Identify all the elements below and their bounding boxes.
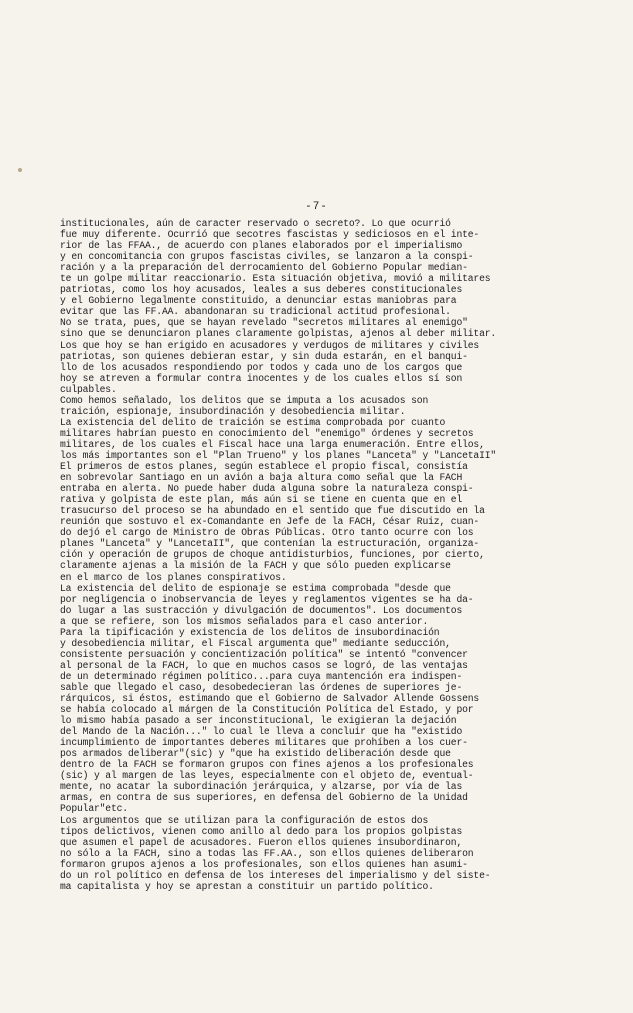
text-line: mente, no acatar la subordinación jerárquica, y alzarse, por vía de las [60,781,463,793]
text-line: pos armados deliberar"(sic) y "que ha existido deliberación desde que [60,748,451,760]
text-line: claramente ajenas a la misión de la FACH y que sólo pueden explicarse [60,560,451,572]
text-line: en el marco de los planes conspirativos. [60,571,287,583]
text-line: patriotas, como los hoy acusados, leales a sus deberes constitucionales [60,284,463,296]
text-line: tipos delictivos, vienen como anillo al dedo para los propios golpistas [60,825,463,837]
paragraph [60,583,615,627]
text-line: que asumen el papel de acusadores. Fueron ellos quienes insubordinaron, [60,836,463,848]
text-line: Popular"etc. [60,803,128,815]
text-line: hoy se atreven a formular contra inocentes y de los cuales ellos sí son [60,372,463,384]
text-line: de un determinado régimen político...para cuya mantención era indispen- [60,670,463,682]
text-line: do lugar a las sustracción y divulgación de documentos". Los documentos [60,604,463,616]
text-line: al personal de la FACH, lo que en muchos casos se logró, de las ventajas [60,659,468,671]
paper-stain [18,168,22,172]
text-line: No se trata, pues, que se hayan revelado "secretos militares al enemigo" [60,317,468,329]
text-line: reunión que sostuvo el ex-Comandante en Jefe de la FACH, César Ruiz, cuan- [60,516,480,528]
text-line: Los argumentos que se utilizan para la configuración de estos dos [60,814,429,826]
text-line: sino que se denunciaron planes claramente golpistas, ajenos al deber militar. [60,328,497,340]
text-line: y en concomitancia con grupos fascistas civiles, se lanzaron a la conspi- [60,251,474,263]
paragraph [60,417,615,583]
paragraph [60,627,615,815]
text-line: militares habrían puesto en conocimiento del "enemigo" órdenes y secretos [60,427,474,439]
text-line: dentro de la FACH se formaron grupos con fines ajenos a los profesionales [60,759,474,771]
text-line: formaron grupos ajenos a los profesionales, son ellos quienes han asumi- [60,858,468,870]
paragraph [60,395,615,417]
text-line: Para la tipificación y existencia de los delitos de insubordinación [60,626,440,638]
text-line: La existencia del delito de traición se estima comprobada por cuanto [60,416,446,428]
text-line: consistente persuación y concientización política" se intentó "convencer [60,648,468,660]
text-line: por negligencia o inobservancia de leyes y reglamentos vigentes se ha da- [60,593,474,605]
text-line: rativa y golpista de este plan, más aún si se tiene en cuenta que en el [60,494,463,506]
text-line: te un golpe militar reaccionario. Esta situación objetiva, movió a militares [60,273,491,285]
text-line: y desobediencia militar, el Fiscal argumenta que" mediante seducción, [60,637,451,649]
text-line: ción y operación de grupos de choque antidisturbios, funciones, por cierto, [60,549,485,561]
text-line: y el Gobierno legalmente constituido, a denunciar estas maniobras para [60,295,457,307]
text-line: rior de las FFAA., de acuerdo con planes elaborados por el imperialismo [60,240,463,252]
text-line: (sic) y al margen de las leyes, especialmente con el objeto de, eventual- [60,770,474,782]
text-line: institucionales, aún de caracter reservado o secreto?. Lo que ocurrió [60,218,451,229]
page-number: -7- [305,201,328,213]
paragraph [60,218,615,395]
text-line: no sólo a la FACH, sino a todas las FF.AA., son ellos quienes deliberaron [60,847,474,859]
text-line: en sobrevolar Santiago en un avión a baja altura como señal que la FACH [60,472,463,484]
text-line: ma capitalista y hoy se aprestan a constituir un partido político. [60,880,434,892]
text-line: Como hemos señalado, los delitos que se imputa a los acusados son [60,394,429,406]
text-line: del Mando de la Nación..." lo cual le lleva a concluir que ha "existido [60,726,463,738]
text-line: los más importantes son el "Plan Trueno" y los planes "Lanceta" y "LancetaII" [60,449,497,461]
text-line: militares, de los cuales el Fiscal hace una larga enumeración. Entre ellos, [60,438,485,450]
text-line: llo de los acusados respondiendo por todos y cada uno de los cargos que [60,361,463,373]
text-line: a que se refiere, son los mismos señalados para el caso anterior. [60,615,429,627]
text-line: La existencia del delito de espionaje se estima comprobada "desde que [60,582,451,594]
text-line: traición, espionaje, insubordinación y desobediencia militar. [60,405,406,417]
text-line: evitar que las FF.AA. abandonaran su tradicional actitud profesional. [60,306,451,318]
text-line: patriotas, son quienes debieran estar, y sin duda estarán, en el banqui- [60,350,468,362]
text-line: do un rol político en defensa de los intereses del imperialismo y del siste- [60,869,491,881]
text-line: se había colocado al márgen de la Constitución Política del Estado, y por [60,704,474,716]
text-line: ración y a la preparación del derrocamiento del Gobierno Popular median- [60,262,468,274]
text-line: planes "Lanceta" y "LancetaII", que contenían la estructuración, organiza- [60,538,480,550]
text-line: entraba en alerta. No puede haber duda alguna sobre la naturaleza conspi- [60,483,474,495]
text-line: armas, en contra de sus superiores, en defensa del Gobierno de la Unidad [60,792,468,804]
document-body [60,218,615,892]
text-line: Los que hoy se han erigido en acusadores y verdugos de militares y civiles [60,339,480,351]
text-line: trasucurso del proceso se ha abundado en el sentido que fue discutido en la [60,505,485,517]
text-line: sable que llegado el caso, desobedecieran las órdenes de superiores je- [60,681,463,693]
text-line: El primeros de estos planes, según establece el propio fiscal, consistía [60,461,468,473]
text-line: incumplimiento de importantes deberes militares que prohíben a los cuer- [60,737,468,749]
text-line: fue muy diferente. Ocurrió que secotres fascistas y sediciosos en el inte- [60,229,480,241]
text-line: lo mismo había pasado a ser inconstitucional, le exigieran la dejación [60,715,457,727]
text-line: do dejó el cargo de Ministro de Obras Públicas. Otro tanto ocurre con los [60,527,474,539]
text-line: culpables. [60,383,117,395]
text-line: rárquicos, si éstos, estimando que el Gobierno de Salvador Allende Gossens [60,693,480,705]
paragraph [60,815,615,892]
